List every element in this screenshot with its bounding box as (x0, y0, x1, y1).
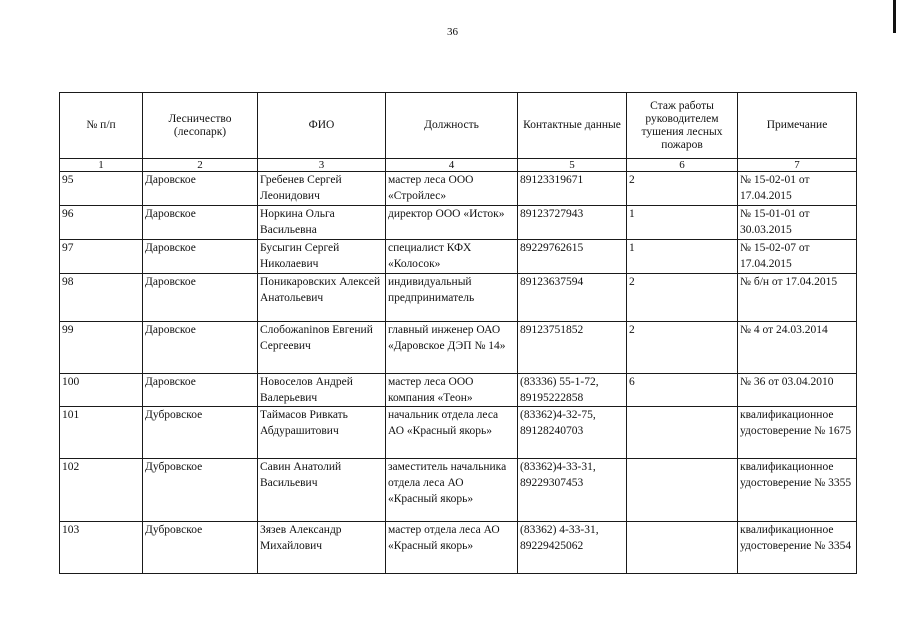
cell-note: квалификационное удостоверение № 1675 (738, 407, 857, 459)
cell-number: 100 (60, 374, 143, 407)
fire-managers-table (59, 92, 857, 574)
cell-forestry: Даровское (143, 374, 258, 407)
cell-experience: 1 (627, 240, 738, 274)
cell-full-name: Таймасов Ривкать Абдурашитович (258, 407, 386, 459)
table-row (60, 374, 857, 407)
cell-position: индивидуальный предприниматель (386, 274, 518, 322)
cell-full-name: Гребенев Сергей Леонидович (258, 172, 386, 206)
cell-forestry: Дубровское (143, 407, 258, 459)
cell-contacts: (83362) 4-33-31, 89229425062 (518, 522, 627, 574)
cell-contacts: 89123637594 (518, 274, 627, 322)
cell-position: мастер отдела леса АО «Красный якорь» (386, 522, 518, 574)
cell-experience: 6 (627, 374, 738, 407)
cell-position: заместитель начальника отдела леса АО «Красный якорь» (386, 459, 518, 522)
cell-number: 97 (60, 240, 143, 274)
cell-full-name: Зязев Александр Михайлович (258, 522, 386, 574)
cell-forestry: Даровское (143, 206, 258, 240)
table-row (60, 274, 857, 322)
cell-note: № 4 от 24.03.2014 (738, 322, 857, 374)
column-number: 6 (627, 159, 738, 172)
header-full-name: ФИО (258, 93, 386, 159)
cell-experience (627, 407, 738, 459)
cell-experience: 2 (627, 172, 738, 206)
cell-full-name: Савин Анатолий Васильевич (258, 459, 386, 522)
cell-note: № б/н от 17.04.2015 (738, 274, 857, 322)
cell-contacts: 89123751852 (518, 322, 627, 374)
cell-forestry: Даровское (143, 322, 258, 374)
cell-note: № 15-01-01 от 30.03.2015 (738, 206, 857, 240)
cell-position: специалист КФХ «Колосок» (386, 240, 518, 274)
cell-number: 99 (60, 322, 143, 374)
cell-number: 103 (60, 522, 143, 574)
table-row (60, 322, 857, 374)
cell-experience: 2 (627, 274, 738, 322)
cell-number: 96 (60, 206, 143, 240)
cell-full-name: Поникаровских Алексей Анатольевич (258, 274, 386, 322)
cell-position: начальник отдела леса АО «Красный якорь» (386, 407, 518, 459)
column-number: 4 (386, 159, 518, 172)
cell-number: 98 (60, 274, 143, 322)
header-position: Должность (386, 93, 518, 159)
page-number: 36 (447, 26, 458, 38)
header-experience: Стаж работы руководителем тушения лесных пожаров (627, 93, 738, 159)
cell-contacts: 89123319671 (518, 172, 627, 206)
cell-full-name: Бусыгин Сергей Николаевич (258, 240, 386, 274)
cell-contacts: (83362)4-32-75, 89128240703 (518, 407, 627, 459)
cell-forestry: Дубровское (143, 459, 258, 522)
header-note: Примечание (738, 93, 857, 159)
cell-forestry: Даровское (143, 274, 258, 322)
cell-position: мастер леса ООО «Стройлес» (386, 172, 518, 206)
cell-position: директор ООО «Исток» (386, 206, 518, 240)
cell-number: 95 (60, 172, 143, 206)
table-row (60, 459, 857, 522)
cell-experience (627, 459, 738, 522)
cell-note: квалификационное удостоверение № 3355 (738, 459, 857, 522)
column-number: 2 (143, 159, 258, 172)
cell-full-name: Новоселов Андрей Валерьевич (258, 374, 386, 407)
cell-experience: 2 (627, 322, 738, 374)
column-number: 3 (258, 159, 386, 172)
table-header-row (60, 93, 857, 159)
cell-contacts: (83362)4-33-31, 89229307453 (518, 459, 627, 522)
cell-contacts: 89123727943 (518, 206, 627, 240)
table-row (60, 206, 857, 240)
cell-position: мастер леса ООО компания «Теон» (386, 374, 518, 407)
table-row (60, 172, 857, 206)
header-forestry: Лесничество (лесопарк) (143, 93, 258, 159)
header-number: № п/п (60, 93, 143, 159)
table-row (60, 522, 857, 574)
cell-forestry: Даровское (143, 172, 258, 206)
column-number: 7 (738, 159, 857, 172)
cell-forestry: Даровское (143, 240, 258, 274)
cell-contacts: (83336) 55-1-72, 89195222858 (518, 374, 627, 407)
cell-contacts: 89229762615 (518, 240, 627, 274)
table-row (60, 240, 857, 274)
cell-number: 102 (60, 459, 143, 522)
column-number: 5 (518, 159, 627, 172)
cell-note: № 15-02-01 от 17.04.2015 (738, 172, 857, 206)
scan-edge-mark (893, 0, 896, 33)
cell-position: главный инженер ОАО «Даровское ДЭП № 14» (386, 322, 518, 374)
column-number: 1 (60, 159, 143, 172)
cell-forestry: Дубровское (143, 522, 258, 574)
cell-full-name: Норкина Ольга Васильевна (258, 206, 386, 240)
cell-note: № 15-02-07 от 17.04.2015 (738, 240, 857, 274)
cell-note: № 36 от 03.04.2010 (738, 374, 857, 407)
cell-note: квалификационное удостоверение № 3354 (738, 522, 857, 574)
table-row (60, 407, 857, 459)
cell-full-name: Слобожаninов Евгений Сергеевич (258, 322, 386, 374)
header-contacts: Контактные данные (518, 93, 627, 159)
cell-experience: 1 (627, 206, 738, 240)
cell-number: 101 (60, 407, 143, 459)
column-number-row (60, 159, 857, 172)
cell-experience (627, 522, 738, 574)
